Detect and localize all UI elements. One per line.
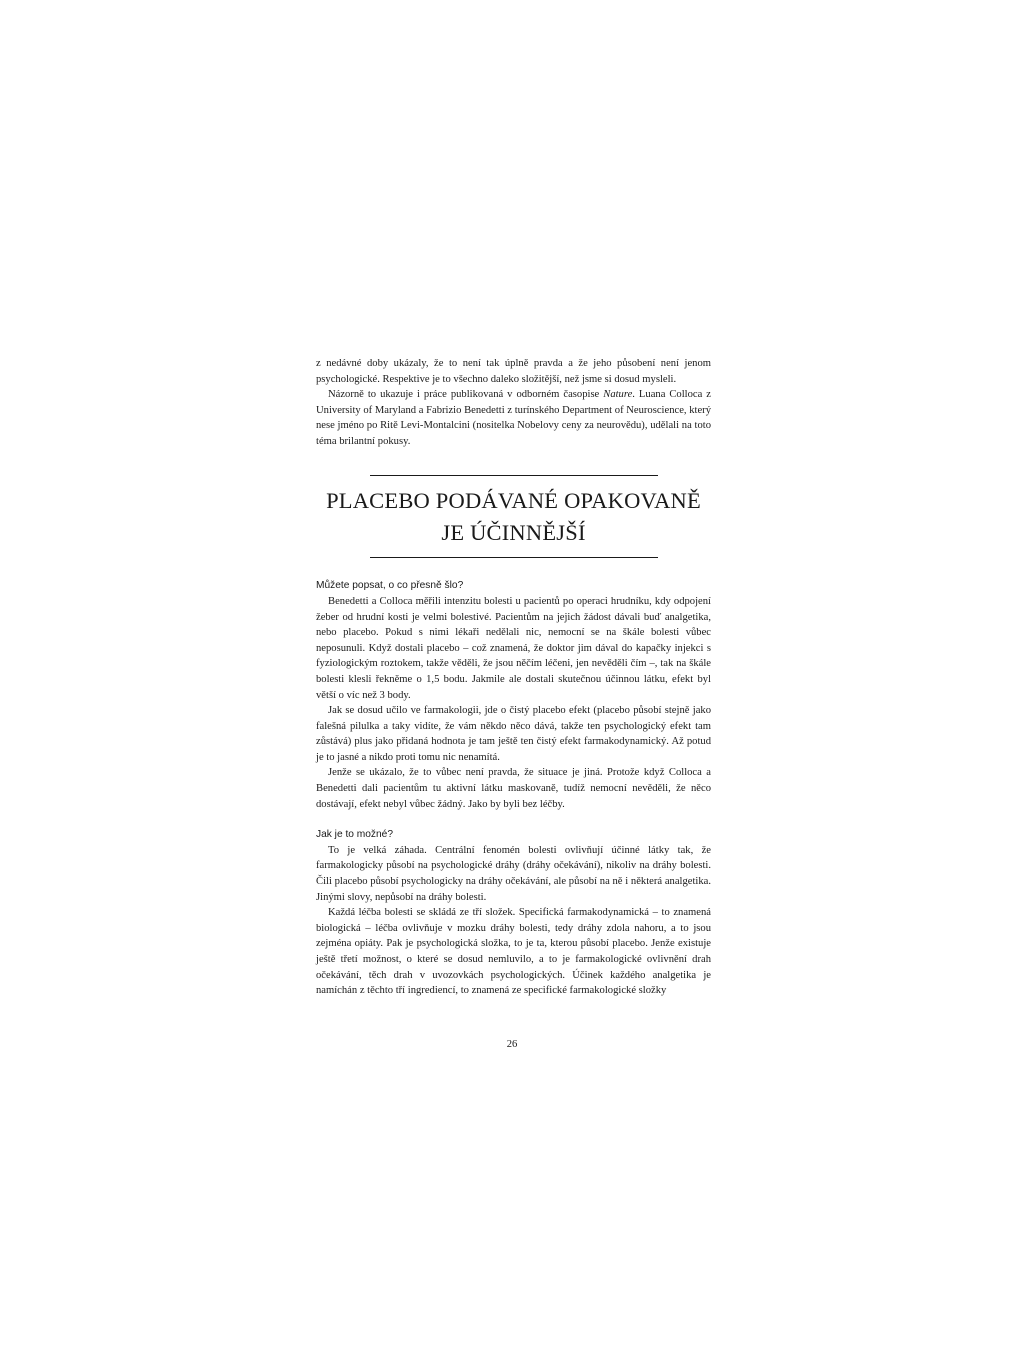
chapter-title-rule-bottom	[370, 557, 658, 558]
chapter-title-line-2: JE ÚČINNĚJŠÍ	[441, 519, 586, 545]
chapter-title	[316, 485, 711, 549]
chapter-title-line-1: PLACEBO PODÁVANÉ OPAKOVANĚ	[326, 487, 701, 513]
chapter-title-rule-top	[370, 475, 658, 476]
intro-paragraph-1: z nedávné doby ukázaly, že to není tak úplně pravda a že jeho působení není jenom psychologické. Respektive je to všechno daleko složitější, než jsme si dosud mysleli.	[316, 358, 711, 385]
answer-1-paragraph-1: Benedetti a Colloca měřili intenzitu bolesti u pacientů po operaci hrudníku, kdy odpojení žeber od hrudní kosti je velmi bolestivé. Pacientům na jejich žádost dávali buď analgetika, nebo placebo. Pokud s nimi lékaři nedělali nic, nemocní se na škále bolesti vůbec neposunuli. Když dostali placebo – což znamená, že doktor jim dával do kapačky injekci s fyziologickým roztokem, takže věděli, že jsou něčím léčeni, jen nevěděli čím –, tak na škále bolesti klesli řekněme o 1,5 bodu. Jakmile ale dostali skutečnou účinnou látku, efekt byl větší o víc než 3 body.	[316, 595, 711, 701]
intro-paragraph-2-start: Názorně to ukazuje i práce publikovaná v odborném časopise	[328, 389, 604, 401]
intro-paragraph-2	[316, 387, 711, 449]
answer-2-paragraph-2: Každá léčba bolesti se skládá ze tří složek. Specifická farmakodynamická – to znamená biologická – léčba ovlivňuje v mozku dráhy bolesti, tedy dráhy zdola nahoru, a to jsou zejména opiáty. Pak je psychologická složka, to je ta, kterou působí placebo. Jenže existuje ještě třetí možnost, o které se dosud nemluvilo, a to je farmakologické ovlivnění drah očekávání, těch drah v uvozovkách psychologických. Účinek každého analgetika je namíchán z těchto tří ingrediencí, to znamená ze specifické farmakologické složky	[316, 907, 711, 997]
interview-question-2: Jak je to možné?	[316, 829, 394, 841]
page-number: 26	[506, 1039, 518, 1050]
page-text-block	[316, 356, 711, 999]
journal-name: Nature	[603, 389, 633, 401]
answer-1-paragraph-2: Jak se dosud učilo ve farmakologii, jde o čistý placebo efekt (placebo působí stejně jako falešná pilulka a taky vidíte, že vám někdo něco dává, takže ten psychologický efekt tam zůstává) plus jako přidaná hodnota je tam ještě ten čistý efekt farmakodynamický. Až potud je to jasné a nikdo proti tomu nic nenamítá.	[316, 705, 711, 763]
answer-2-paragraph-1: To je velká záhada. Centrální fenomén bolesti ovlivňují účinné látky tak, že farmakologicky působí na psychologické dráhy (dráhy očekávání), nikoliv na dráhy bolesti. Čili placebo působí psychologicky na dráhy očekávání, ale působí na ně i některá analgetika. Jinými slovy, nepůsobí na dráhy bolesti.	[316, 844, 711, 903]
answer-1-paragraph-3: Jenže se ukázalo, že to vůbec není pravda, že situace je jiná. Protože když Colloca a Benedetti dali pacientům tu aktivní látku maskovaně, tudíž nemocní nevěděli, že něco dostávají, efekt nebyl vůbec žádný. Jako by byli bez léčby.	[316, 767, 711, 810]
interview-question-1: Můžete popsat, o co přesně šlo?	[316, 580, 464, 592]
intro-paragraph-2-end: . Luana Colloca z University of Maryland a Fabrizio Benedetti z turínského Department of Neuroscience, který nese jméno po Ritě Levi-Montalcini (nositelka Nobelovy ceny za neurovědu), udělali na toto téma brilantní pokusy.	[316, 389, 712, 447]
